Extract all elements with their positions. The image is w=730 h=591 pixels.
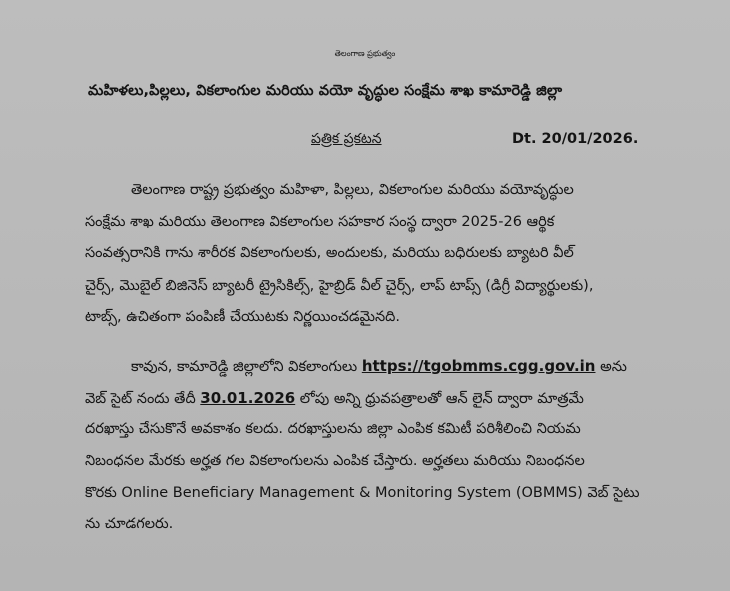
paragraph-1-line-1: తెలంగాణ రాష్ట్ర ప్రభుత్వం మహిళా, పిల్లలు, వికలాంగుల మరియు వయోవృద్ధుల <box>131 182 574 198</box>
paragraph-1-line-4: చైర్స్, మొబైల్ బిజినెస్ బ్యాటరీ ట్రైసికిల్స్, హైబ్రిడ్ వీల్ చైర్స్, లాప్ టాప్స్ (డిగ్రీ విద్యార్థులకు), <box>85 278 594 294</box>
paragraph-1-line-5: టాబ్స్, ఉచితంగా పంపిణీ చేయుటకు నిర్ణయించడమైనది. <box>85 309 400 325</box>
paragraph-1-line-2: సంక్షేమ శాఖ మరియు తెలంగాణ వికలాంగుల సహకార సంస్థ ద్వారా 2025-26 ఆర్థిక <box>85 214 555 230</box>
paragraph-2-text: అను <box>595 359 627 375</box>
website-link[interactable]: https://tgobmms.cgg.gov.in <box>361 357 596 375</box>
deadline-date: 30.01.2026 <box>200 389 296 407</box>
paragraph-2-line-4: నిబంధనల మేరకు అర్హత గల వికలాంగులను ఎంపిక చేస్తారు. అర్హతలు మరియు నిబంధనల <box>85 453 585 469</box>
notice-title: పత్రిక ప్రకటన <box>311 131 382 147</box>
paragraph-2-text: వెబ్ సైట్ నందు తేదీ <box>85 391 201 407</box>
paragraph-2-line-1 <box>131 356 627 377</box>
department-heading: మహిళలు,పిల్లలు, వికలాంగుల మరియు వయో వృద్ధుల సంక్షేమ శాఖ కామారెడ్డి జిల్లా <box>88 83 563 99</box>
paragraph-2-text: కావున, కామారెడ్డి జిల్లాలోని వికలాంగులు <box>131 359 362 375</box>
paragraph-2-line-2 <box>85 388 584 409</box>
paragraph-2-line-3: దరఖాస్తు చేసుకొనే అవకాశం కలదు. దరఖాస్తులను జిల్లా ఎంపిక కమిటీ పరిశీలించి నియమ <box>85 421 581 437</box>
paragraph-2-line-6: ను చూడగలరు. <box>85 516 174 532</box>
paragraph-1-line-3: సంవత్సరానికి గాను శారీరక వికలాంగులకు, అందులకు, మరియు బధిరులకు బ్యాటరి వీల్ <box>85 245 574 261</box>
paragraph-2-text: లోపు అన్ని ధ్రువపత్రాలతో ఆన్ లైన్ ద్వారా మాత్రమే <box>295 391 584 407</box>
notice-date: Dt. 20/01/2026. <box>512 131 639 147</box>
government-heading: తెలంగాణ ప్రభుత్వం <box>334 49 396 58</box>
paragraph-2-line-5: కొరకు Online Beneficiary Management & Monitoring System (OBMMS) వెబ్ సైటు <box>85 485 640 501</box>
